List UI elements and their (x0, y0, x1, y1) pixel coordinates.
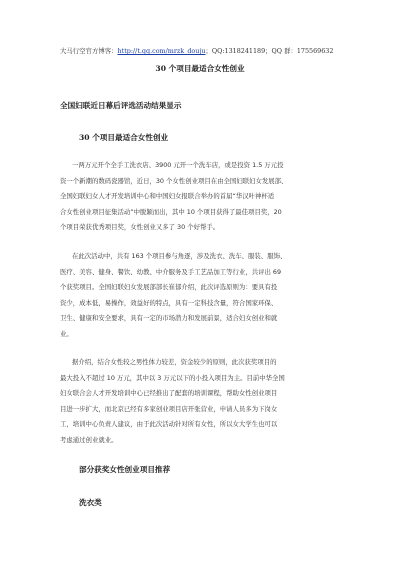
paragraph-line: 业。 (60, 329, 73, 338)
sub-heading: 30 个项目最适合女性创业 (79, 133, 169, 142)
paragraph-line: 在此次活动中，共有 163 个项目参与角逐，涉及洗衣、洗车、服装、服饰、 (72, 252, 287, 260)
paragraph-criteria (60, 249, 342, 343)
paragraph-line: 据介绍，结合女性较之男性体力较差，资金较少的原则，此次获奖项目的 (72, 358, 277, 366)
paragraph-line: 考虑通过创业就业。 (60, 435, 118, 444)
paragraph-line: 医疗、美容、健身、餐饮、幼教、中介服务及手工艺品加工等行业，共评出 69 (60, 267, 282, 276)
recommend-heading: 部分获奖女性创业项目推荐 (79, 465, 171, 474)
page-title: 30 个项目最适合女性创业 (155, 64, 245, 73)
paragraph-line: 目进一步扩大，而北京已经有多家创业项目店开张营业，申请人员多为下岗女 (60, 404, 278, 413)
paragraph-line: 最大投入不超过 10 万元，其中以 3 万元以下的小投入项目为主。目前中华全国 (60, 373, 285, 382)
paragraph-training (60, 355, 342, 449)
paragraph-line: 资少，成本低，易操作，效益好的特点，具有一定科技含量，符合国家环保、 (60, 298, 278, 307)
paragraph-line: 资一个新潮的数码瓷器馆，近日，30 个女性创业项目在由全国妇联妇女发展部、 (60, 176, 288, 185)
header-prefix: 大马行空官方博客： (60, 47, 118, 55)
paragraph-intro (60, 158, 342, 236)
paragraph-line: 合女性创业项目征集活动”中脱颖而出，其中 10 个项目获得了最佳项目奖，20 (60, 207, 282, 216)
paragraph-line: 个获奖项目。全国妇联妇女发展部部长崔郁介绍，此次评选原则为：要具有投 (60, 283, 278, 292)
laundry-heading: 洗衣类 (79, 498, 102, 507)
paragraph-line: 妇女联合会人才开发培训中心已经推出了配套的培训课程，帮助女性创业项目 (60, 389, 278, 398)
page-header (60, 47, 390, 56)
paragraph-line: 全国妇联妇女人才开发培训中心和中国妇女报联合举办的首届“华汉叶神杯适 (60, 192, 275, 201)
paragraph-line: 卫生、健康和安全要求，具有一定的市场潜力和发展前景，适合妇女创业和就 (60, 314, 278, 323)
blog-link[interactable]: http://t.qq.com/mrzk_douju (117, 47, 206, 55)
header-contact: ；QQ:1318241189；QQ 群：175569632 (205, 47, 334, 55)
paragraph-line: 一两万元开个全手工洗衣店、3900 元开一个洗车店，或是投资 1.5 万元投 (72, 161, 284, 169)
paragraph-line: 工，培训中心负责人建议，由于此次活动针对所有女性，所以女大学生也可以 (60, 420, 278, 429)
paragraph-line: 个项目荣获优秀项目奖，女性创业又多了 30 个好帮手。 (60, 223, 220, 232)
section-heading: 全国妇联近日幕后评选活动结果显示 (60, 101, 182, 110)
